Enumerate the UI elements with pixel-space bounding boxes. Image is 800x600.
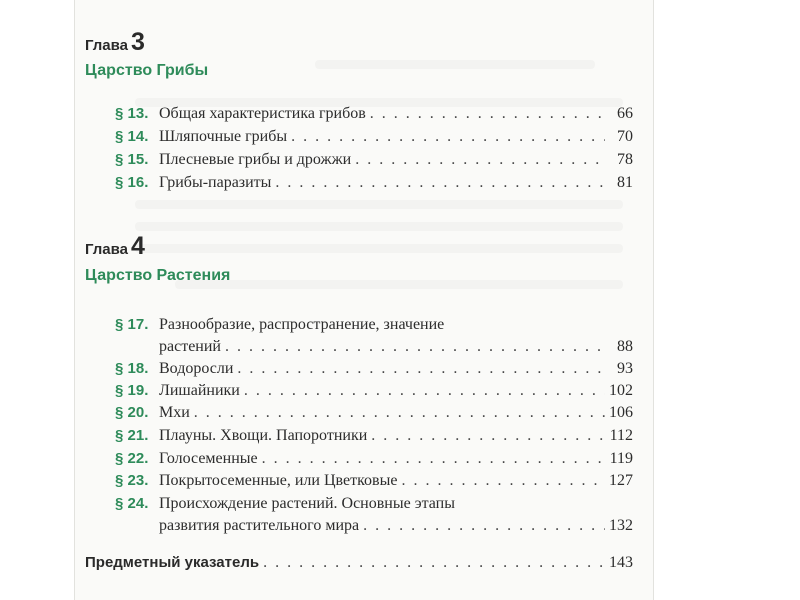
chapter-number: 3 (131, 28, 145, 56)
chapter-label: Глава (85, 241, 128, 258)
page-number: 102 (609, 382, 633, 399)
bleed-through (135, 244, 623, 253)
toc-entry-20[interactable] (115, 404, 633, 426)
dot-leader (401, 472, 605, 490)
page-number: 143 (609, 554, 633, 571)
section-title: Покрытосеменные, или Цветковые (159, 472, 398, 489)
section-number: § 15. (115, 151, 149, 168)
dot-leader (371, 427, 605, 445)
section-number: § 18. (115, 360, 149, 377)
section-number: § 13. (115, 105, 149, 122)
index-label: Предметный указатель (85, 554, 260, 571)
page-number: 70 (617, 128, 633, 145)
bleed-through (135, 222, 623, 231)
toc-entry-15[interactable] (115, 151, 633, 173)
toc-entry-18[interactable] (115, 360, 633, 382)
toc-entry-24-cont[interactable] (159, 517, 633, 539)
section-title: Голосеменные (159, 450, 258, 467)
chapter-3-title: Царство Грибы (85, 62, 209, 79)
toc-entry-17[interactable] (115, 316, 633, 338)
section-title-cont: растений (159, 338, 221, 355)
section-title: Общая характеристика грибов (159, 105, 366, 122)
page-number: 88 (617, 338, 633, 355)
page-number: 66 (617, 105, 633, 122)
page-number: 112 (609, 427, 633, 444)
chapter-4-title: Царство Растения (85, 267, 231, 284)
dot-leader (275, 174, 605, 192)
toc-entry-13[interactable] (115, 105, 633, 127)
chapter-3-heading (85, 28, 145, 57)
section-number: § 16. (115, 174, 149, 191)
toc-entry-16[interactable] (115, 174, 633, 196)
section-title: Шляпочные грибы (159, 128, 288, 145)
page-number: 119 (609, 450, 633, 467)
section-number: § 14. (115, 128, 149, 145)
section-number: § 17. (115, 316, 149, 333)
page-number: 93 (617, 360, 633, 377)
bleed-through (135, 200, 623, 209)
toc-entry-14[interactable] (115, 128, 633, 150)
page-number: 127 (609, 472, 633, 489)
toc-entry-index[interactable] (85, 554, 633, 576)
section-title: Разнообразие, распространение, значение (159, 316, 445, 333)
toc-entry-21[interactable] (115, 427, 633, 449)
section-title: Лишайники (159, 382, 240, 399)
section-number: § 20. (115, 404, 149, 421)
book-page (74, 0, 654, 600)
dot-leader (370, 105, 605, 123)
dot-leader (363, 517, 605, 535)
page-number: 81 (617, 174, 633, 191)
section-title: Мхи (159, 404, 190, 421)
dot-leader (194, 404, 605, 422)
dot-leader (237, 360, 605, 378)
toc-entry-23[interactable] (115, 472, 633, 494)
toc-entry-17-cont[interactable] (159, 338, 633, 360)
page-number: 106 (609, 404, 633, 421)
dot-leader (355, 151, 605, 169)
chapter-label: Глава (85, 37, 128, 54)
dot-leader (263, 554, 605, 572)
page-number: 132 (609, 517, 633, 534)
section-title: Водоросли (159, 360, 234, 377)
toc-entry-24[interactable] (115, 495, 633, 517)
dot-leader (225, 338, 605, 356)
chapter-4-heading (85, 232, 145, 261)
section-title: Плесневые грибы и дрожжи (159, 151, 352, 168)
bleed-through (175, 280, 623, 289)
dot-leader (244, 382, 605, 400)
section-number: § 19. (115, 382, 149, 399)
dot-leader (291, 128, 605, 146)
bleed-through (315, 60, 595, 69)
section-title: Грибы-паразиты (159, 174, 272, 191)
section-number: § 21. (115, 427, 149, 444)
toc-entry-22[interactable] (115, 450, 633, 472)
section-title: Происхождение растений. Основные этапы (159, 495, 455, 512)
section-title: Плауны. Хвощи. Папоротники (159, 427, 368, 444)
section-number: § 22. (115, 450, 149, 467)
page-number: 78 (617, 151, 633, 168)
toc-entry-19[interactable] (115, 382, 633, 404)
dot-leader (262, 450, 605, 468)
section-title-cont: развития растительного мира (159, 517, 360, 534)
section-number: § 24. (115, 495, 149, 512)
section-number: § 23. (115, 472, 149, 489)
chapter-number: 4 (131, 232, 145, 260)
